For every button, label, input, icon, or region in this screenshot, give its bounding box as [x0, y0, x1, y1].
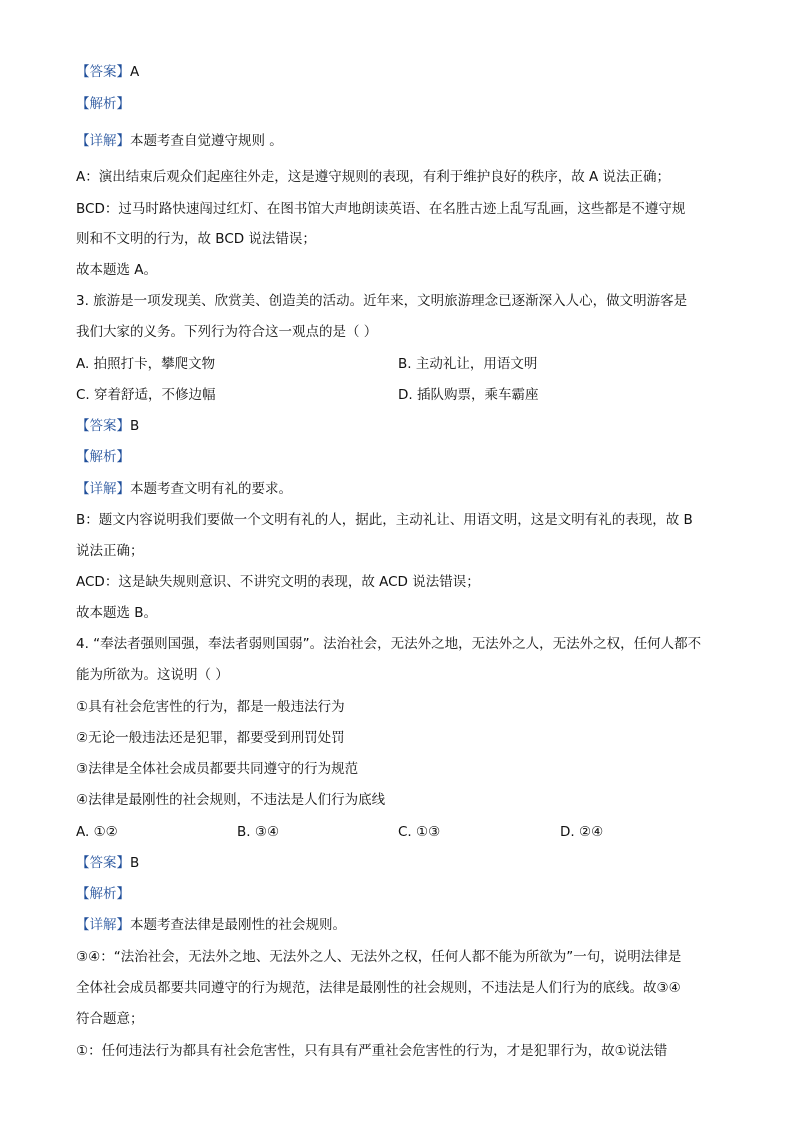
option-c: C. ①③: [398, 824, 441, 840]
explanation-line: 说法正确；: [76, 543, 144, 559]
answer-line: [76, 62, 139, 82]
answer-tag: 【答案】: [76, 418, 130, 434]
answer-value: B: [130, 855, 140, 871]
detail-text: 本题考查法律是最刚性的社会规则。: [130, 917, 346, 933]
answer-value: B: [130, 418, 140, 434]
detail-line: [76, 915, 346, 935]
explanation-line: 故本题选 B。: [76, 605, 158, 621]
explanation-line: 则和不文明的行为，故 BCD 说法错误；: [76, 231, 316, 247]
analysis-tag: 【解析】: [76, 886, 130, 902]
option-d: D. 插队购票，乘车霸座: [398, 387, 539, 403]
detail-line: [76, 131, 283, 151]
explanation-line: ACD：这是缺失规则意识、不讲究文明的表现，故 ACD 说法错误；: [76, 574, 480, 590]
option-b: B. ③④: [237, 824, 280, 840]
detail-text: 本题考查文明有礼的要求。: [130, 481, 292, 497]
explanation-line: A：演出结束后观众们起座往外走，这是遵守规则的表现，有利于维护良好的秩序，故 A 说法正确；: [76, 169, 671, 185]
statement-item: ④法律是最刚性的社会规则，不违法是人们行为底线: [76, 792, 386, 808]
question-stem-line: 3. 旅游是一项发现美、欣赏美、创造美的活动。近年来，文明旅游理念已逐渐深入人心，做文明游客是: [76, 293, 688, 309]
statement-item: ①具有社会危害性的行为，都是一般违法行为: [76, 699, 345, 715]
answer-line: [76, 853, 139, 873]
question-stem-line: 4. “奉法者强则国强，奉法者弱则国弱”。法治社会，无法外之地，无法外之人，无法外之权，任何人都不: [76, 636, 702, 652]
detail-line: [76, 479, 292, 499]
answer-line: [76, 416, 139, 436]
analysis-tag: 【解析】: [76, 96, 130, 112]
explanation-line: BCD：过马时路快速闯过红灯、在图书馆大声地朗读英语、在名胜古迹上乱写乱画，这些都是不遵守规: [76, 201, 686, 217]
question-stem-line: 能为所欲为。这说明（ ）: [76, 667, 229, 683]
analysis-tag: 【解析】: [76, 449, 130, 465]
explanation-line: 故本题选 A。: [76, 262, 158, 278]
answer-tag: 【答案】: [76, 855, 130, 871]
option-c: C. 穿着舒适，不修边幅: [76, 387, 216, 403]
explanation-line: B：题文内容说明我们要做一个文明有礼的人，据此，主动礼让、用语文明，这是文明有礼的表现，故 B: [76, 512, 693, 528]
detail-tag: 【详解】: [76, 133, 130, 149]
detail-tag: 【详解】: [76, 917, 130, 933]
detail-tag: 【详解】: [76, 481, 130, 497]
answer-tag: 【答案】: [76, 64, 130, 80]
detail-text: 本题考查自觉遵守规则 。: [130, 133, 283, 149]
answer-value: A: [130, 64, 140, 80]
explanation-line: ①：任何违法行为都具有社会危害性，只有具有严重社会危害性的行为，才是犯罪行为，故①说法错: [76, 1043, 668, 1059]
option-b: B. 主动礼让，用语文明: [398, 356, 538, 372]
explanation-line: ③④：“法治社会，无法外之地、无法外之人、无法外之权，任何人都不能为所欲为”一句，说明法律是: [76, 949, 682, 965]
statement-item: ②无论一般违法还是犯罪，都要受到刑罚处罚: [76, 730, 345, 746]
option-d: D. ②④: [560, 824, 604, 840]
option-a: A. 拍照打卡，攀爬文物: [76, 356, 216, 372]
question-stem-line: 我们大家的义务。下列行为符合这一观点的是（ ）: [76, 324, 378, 340]
explanation-line: 全体社会成员都要共同遵守的行为规范，法律是最刚性的社会规则，不违法是人们行为的底线。故③④: [76, 980, 681, 996]
option-a: A. ①②: [76, 824, 118, 840]
statement-item: ③法律是全体社会成员都要共同遵守的行为规范: [76, 761, 359, 777]
explanation-line: 符合题意；: [76, 1011, 144, 1027]
